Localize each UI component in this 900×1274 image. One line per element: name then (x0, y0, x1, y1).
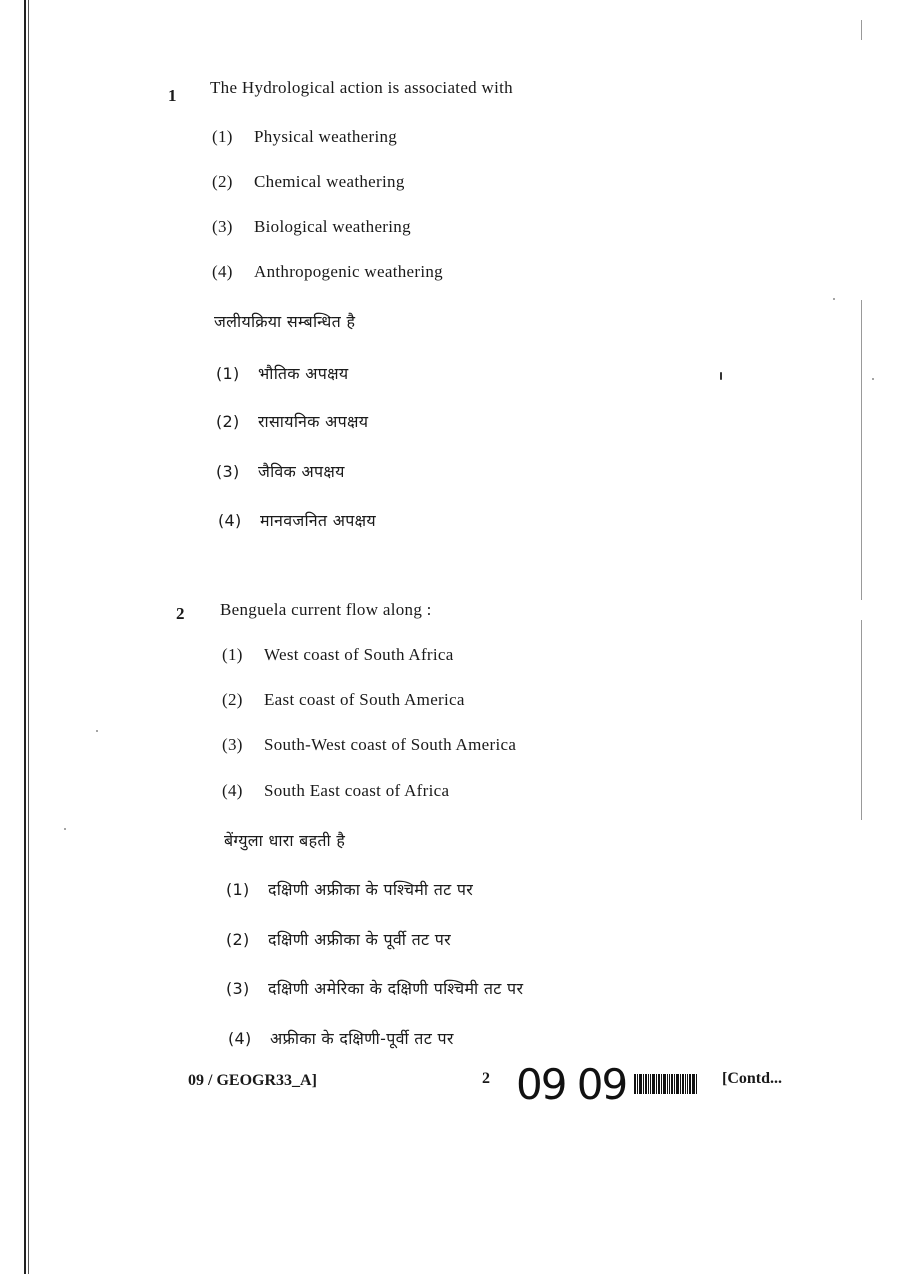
option-number: (1) (226, 880, 250, 899)
option-text: Biological weathering (254, 217, 411, 236)
option-number: (4) (228, 1029, 252, 1048)
option-text: मानवजनित अपक्षय (260, 511, 376, 530)
option-en (222, 735, 516, 755)
option-text: दक्षिणी अफ्रीका के पूर्वी तट पर (268, 930, 452, 949)
option-hi (218, 509, 376, 531)
option-text: दक्षिणी अमेरिका के दक्षिणी पश्चिमी तट पर (268, 979, 524, 998)
question-text-hi: जलीयक्रिया सम्बन्धित है (214, 312, 356, 331)
question-number: 1 (168, 86, 177, 105)
option-number: (2) (216, 412, 240, 431)
option-text: West coast of South Africa (264, 645, 454, 664)
scan-speck (833, 298, 835, 300)
option-number: (1) (222, 645, 243, 664)
option-text: East coast of South America (264, 690, 465, 709)
option-number: (2) (226, 930, 250, 949)
option-text: South East coast of Africa (264, 781, 450, 800)
option-en (212, 217, 411, 237)
option-number: (3) (212, 217, 233, 236)
scan-speck (872, 378, 874, 380)
question-text-en: The Hydrological action is associated with (210, 78, 513, 97)
option-hi (216, 362, 349, 384)
option-en (222, 781, 449, 801)
question-text-en: Benguela current flow along : (220, 600, 432, 619)
option-hi (226, 878, 473, 900)
option-number: (2) (212, 172, 233, 191)
option-number: (1) (212, 127, 233, 146)
option-text: Chemical weathering (254, 172, 405, 191)
option-hi (216, 410, 368, 432)
question-number: 2 (176, 604, 185, 623)
scan-speck (64, 828, 66, 830)
option-text: अफ्रीका के दक्षिणी-पूर्वी तट पर (270, 1029, 454, 1048)
option-text: दक्षिणी अफ्रीका के पश्चिमी तट पर (268, 880, 474, 899)
scan-speck (96, 730, 98, 732)
option-text: Anthropogenic weathering (254, 262, 443, 281)
option-number: (4) (222, 781, 243, 800)
option-text: रासायनिक अपक्षय (258, 412, 369, 431)
paper-code: 09 / GEOGR33_A] (188, 1072, 317, 1089)
option-en (222, 690, 465, 710)
serial-number: 09 09 (516, 1060, 627, 1109)
option-number: (3) (216, 462, 240, 481)
option-text: Physical weathering (254, 127, 398, 146)
binding-edge (24, 0, 26, 1274)
option-hi (226, 928, 451, 950)
scan-speck (720, 372, 722, 380)
option-en (212, 262, 443, 282)
scan-mark (861, 300, 862, 600)
option-number: (2) (222, 690, 243, 709)
question-text-hi: बेंग्युला धारा बहती है (224, 831, 346, 850)
binding-edge-inner (28, 0, 29, 1274)
option-en (212, 172, 405, 192)
option-hi (226, 977, 523, 999)
option-number: (4) (212, 262, 233, 281)
scan-mark (861, 20, 862, 40)
option-text: भौतिक अपक्षय (258, 364, 349, 383)
continued-label: [Contd... (722, 1070, 783, 1087)
scan-mark (861, 620, 862, 820)
option-hi (228, 1027, 454, 1049)
option-en (222, 645, 454, 665)
option-number: (3) (226, 979, 250, 998)
barcode-icon (634, 1074, 706, 1094)
option-number: (1) (216, 364, 240, 383)
option-number: (3) (222, 735, 243, 754)
option-text: जैविक अपक्षय (258, 462, 345, 481)
option-hi (216, 460, 345, 482)
option-number: (4) (218, 511, 242, 530)
option-en (212, 127, 397, 147)
page-number: 2 (482, 1070, 490, 1087)
option-text: South-West coast of South America (264, 735, 517, 754)
